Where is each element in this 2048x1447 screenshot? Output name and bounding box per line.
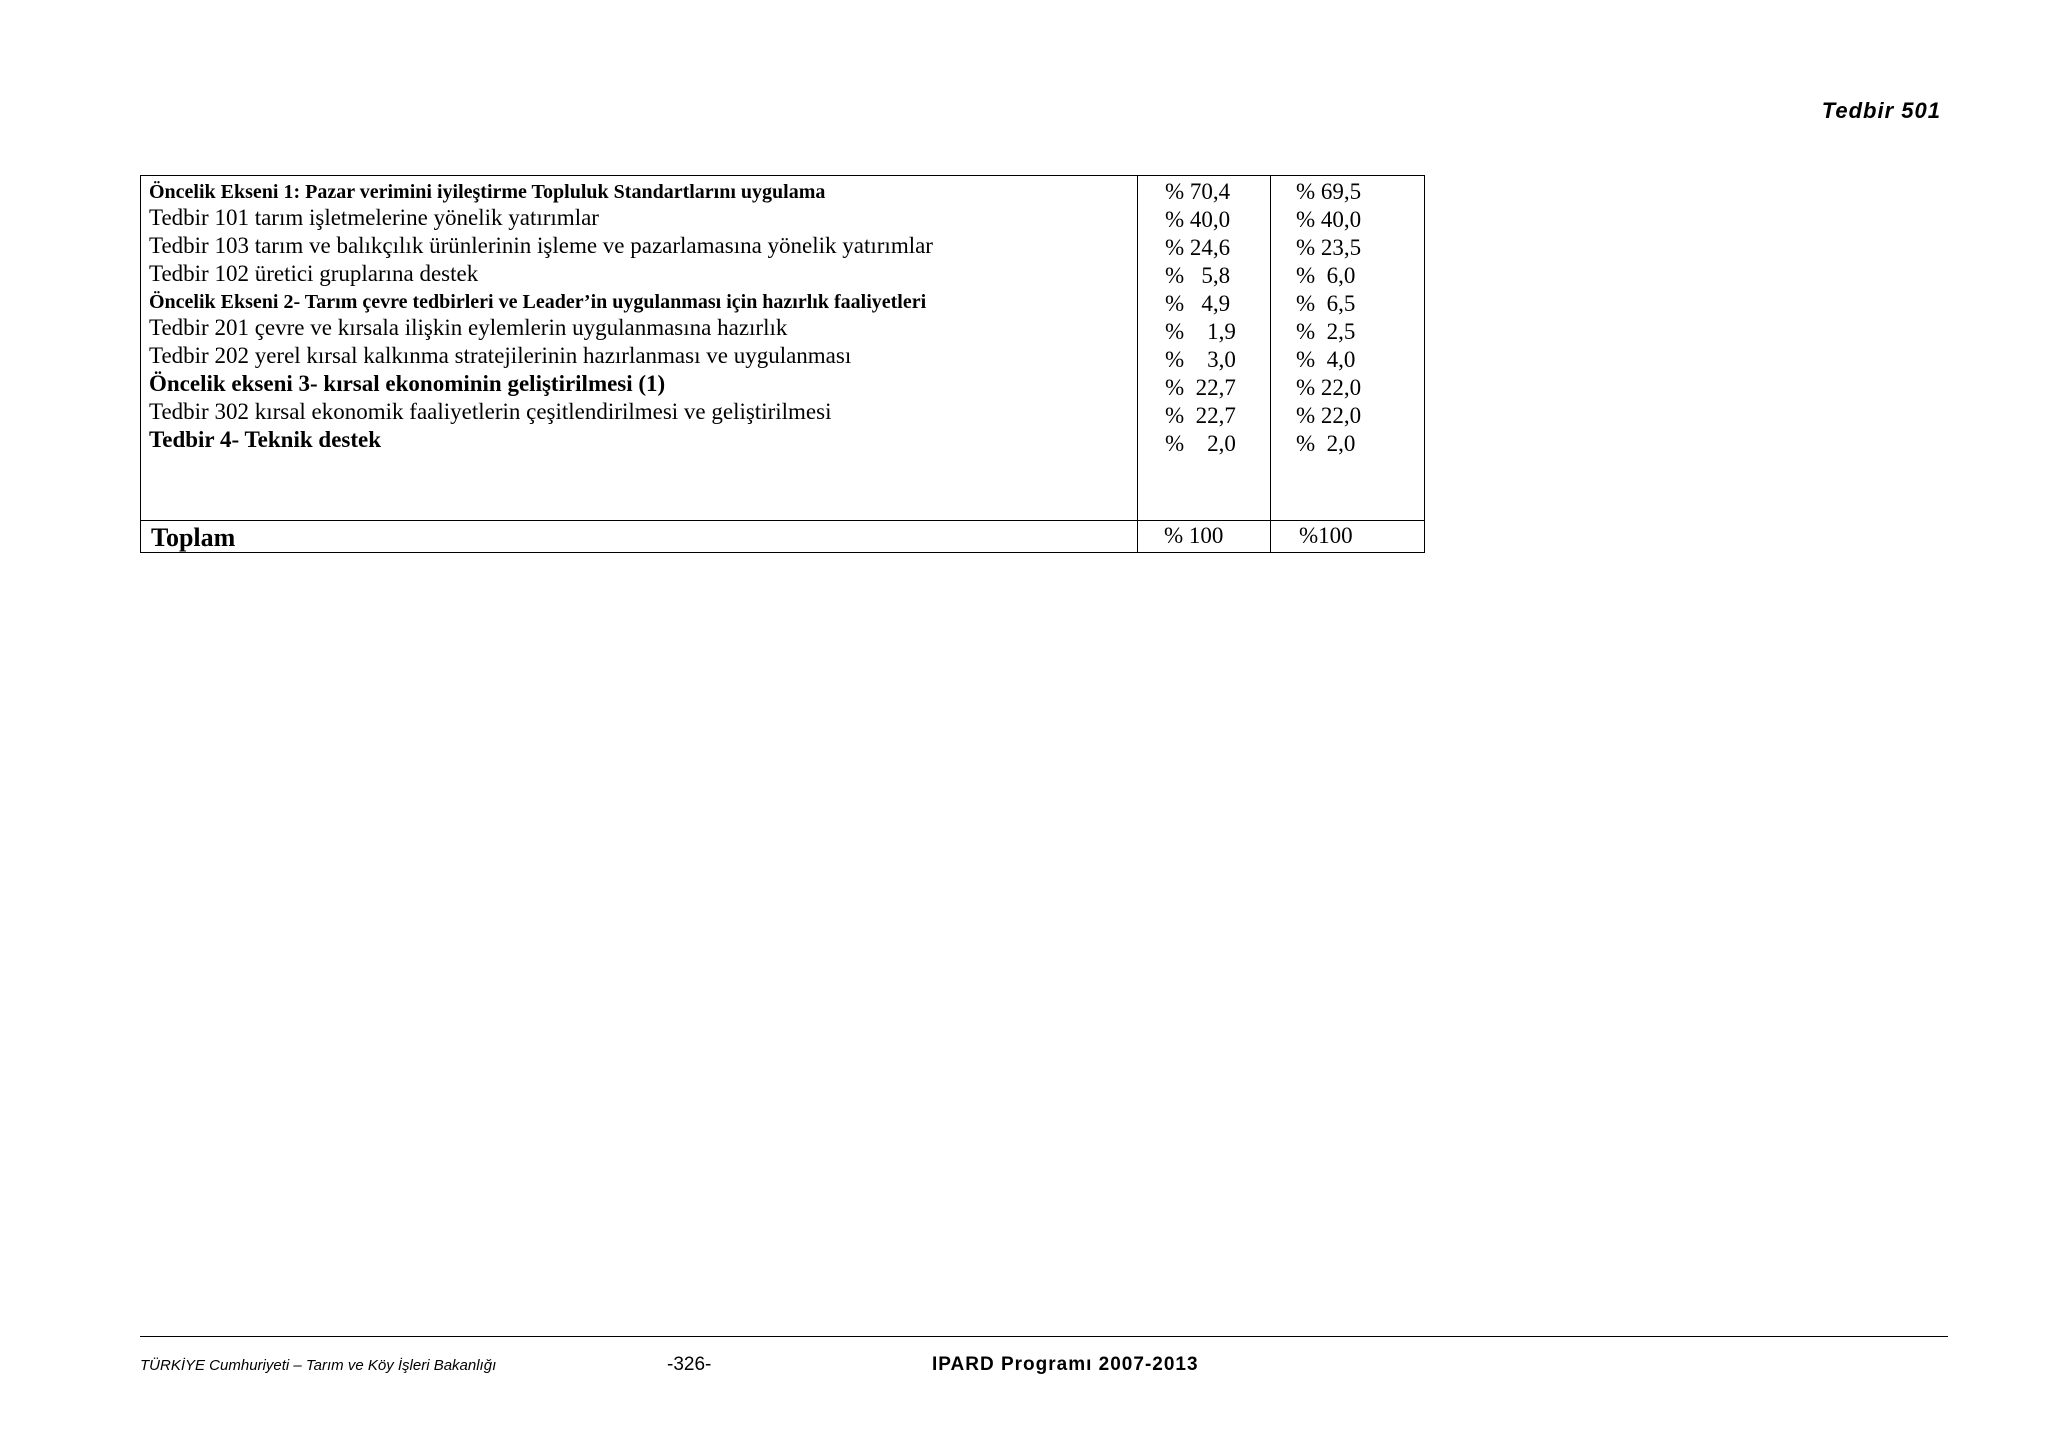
total-divider — [1270, 521, 1271, 553]
row-value-a: % 5,8 — [1165, 263, 1231, 288]
row-value-b: % 22,0 — [1296, 403, 1362, 428]
row-value-b: % 6,5 — [1296, 291, 1356, 316]
row-value-a: % 24,6 — [1165, 235, 1231, 260]
row-label: Tedbir 4- Teknik destek — [149, 427, 382, 452]
row-value-a: % 4,9 — [1165, 291, 1231, 316]
row-label: Tedbir 103 tarım ve balıkçılık ürünlerinin işleme ve pazarlamasına yönelik yatırımlar — [149, 233, 933, 258]
footer-program: IPARD Programı 2007-2013 — [932, 1354, 1199, 1375]
row-label: Öncelik ekseni 3- kırsal ekonominin geliştirilmesi (1) — [149, 371, 666, 396]
total-label: Toplam — [151, 523, 236, 552]
row-value-a: % 2,0 — [1165, 431, 1236, 456]
row-value-b: % 23,5 — [1296, 235, 1362, 260]
row-label: Öncelik Ekseni 2- Tarım çevre tedbirleri ve Leader’in uygulanması için hazırlık faaliyetleri — [149, 291, 927, 313]
row-label: Öncelik Ekseni 1: Pazar verimini iyileştirme Topluluk Standartlarını uygulama — [149, 181, 826, 203]
allocation-table — [140, 175, 1425, 553]
total-divider — [1137, 521, 1138, 553]
value-column-a — [1137, 176, 1270, 520]
row-value-a: % 70,4 — [1165, 179, 1231, 204]
row-value-b: % 2,0 — [1296, 431, 1356, 456]
row-value-b: % 22,0 — [1296, 375, 1362, 400]
row-label: Tedbir 302 kırsal ekonomik faaliyetlerin çeşitlendirilmesi ve geliştirilmesi — [149, 399, 832, 424]
row-value-b: % 4,0 — [1296, 347, 1356, 372]
value-column-b — [1270, 176, 1426, 520]
total-row — [141, 520, 1424, 553]
row-value-a: % 22,7 — [1165, 403, 1236, 428]
row-value-a: % 3,0 — [1165, 347, 1236, 372]
header-tag: Tedbir 501 — [1821, 98, 1941, 123]
row-value-a: % 40,0 — [1165, 207, 1231, 232]
row-label: Tedbir 102 üretici gruplarına destek — [149, 261, 479, 286]
row-label: Tedbir 101 tarım işletmelerine yönelik yatırımlar — [149, 205, 599, 230]
row-value-a: % 22,7 — [1165, 375, 1236, 400]
label-column — [141, 176, 1136, 520]
row-value-a: % 1,9 — [1165, 319, 1236, 344]
footer-ministry: TÜRKİYE Cumhuriyeti – Tarım ve Köy İşleri Bakanlığı — [140, 1357, 497, 1374]
row-value-b: % 40,0 — [1296, 207, 1362, 232]
footer-divider — [140, 1336, 1948, 1337]
page-number: -326- — [667, 1354, 712, 1375]
row-value-b: % 69,5 — [1296, 179, 1362, 204]
total-value-a: % 100 — [1164, 523, 1224, 548]
row-value-b: % 6,0 — [1296, 263, 1356, 288]
row-value-b: % 2,5 — [1296, 319, 1356, 344]
total-value-b: %100 — [1299, 523, 1353, 548]
row-label: Tedbir 202 yerel kırsal kalkınma stratejilerinin hazırlanması ve uygulanması — [149, 343, 852, 368]
row-label: Tedbir 201 çevre ve kırsala ilişkin eylemlerin uygulanmasına hazırlık — [149, 315, 788, 340]
